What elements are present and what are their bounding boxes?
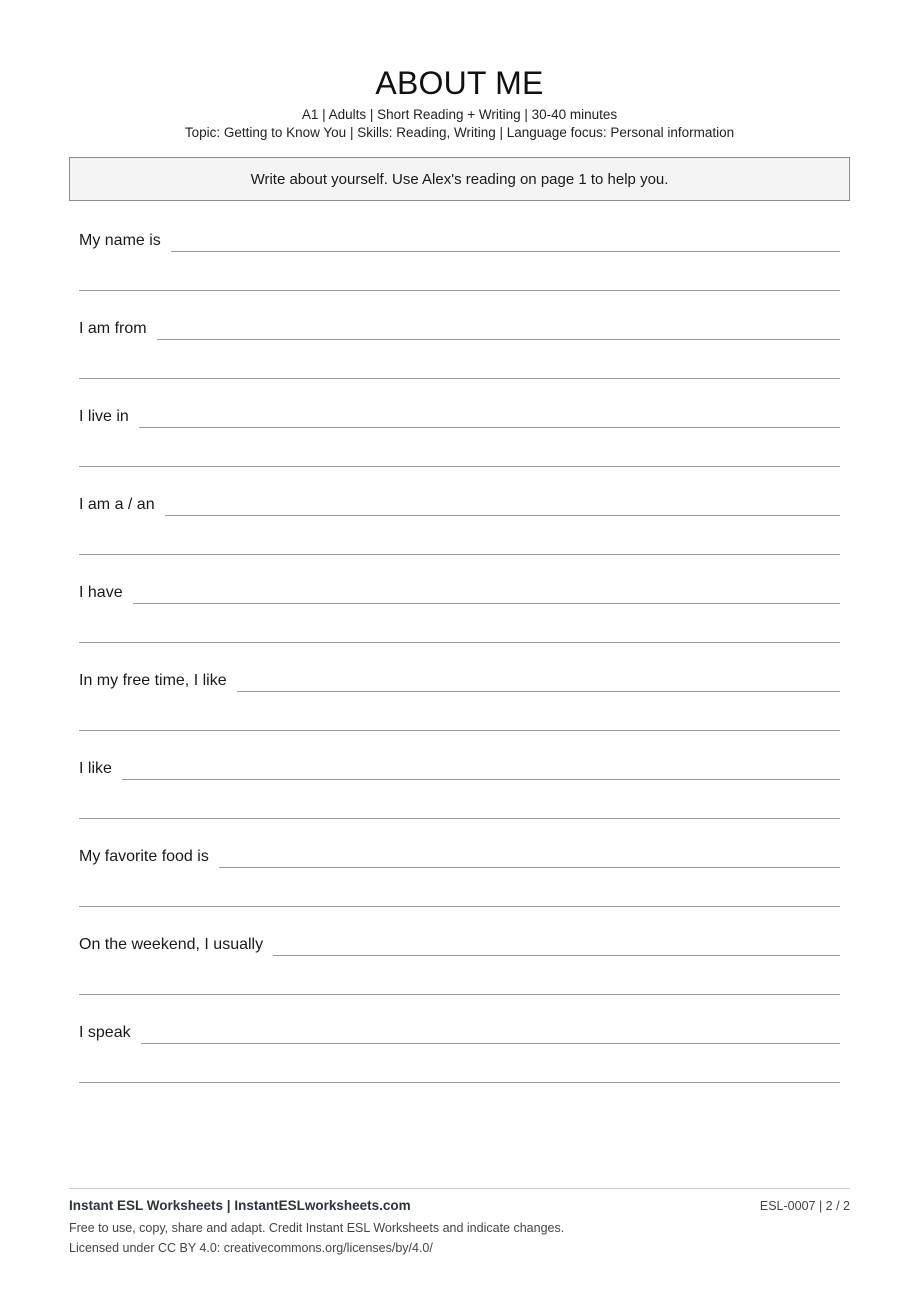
usage-note: Free to use, copy, share and adapt. Credit Instant ESL Worksheets and indicate changes.	[69, 1221, 565, 1235]
answer-line-continued[interactable]	[79, 730, 840, 731]
prompt-row-live	[79, 404, 840, 492]
prompt-label: I like	[79, 760, 112, 777]
prompt-label: I live in	[79, 408, 129, 425]
answer-line-continued[interactable]	[79, 818, 840, 819]
prompt-row-food	[79, 844, 840, 932]
license-note: Licensed under CC BY 4.0: creativecommons.org/licenses/by/4.0/	[69, 1241, 433, 1255]
footer-brand: Instant ESL Worksheets | InstantESLworksheets.com	[69, 1198, 411, 1213]
answer-line-continued[interactable]	[79, 906, 840, 907]
writing-prompts	[79, 228, 840, 1108]
answer-line[interactable]	[141, 1021, 840, 1044]
prompt-label: I am from	[79, 320, 147, 337]
prompt-row-speak	[79, 1020, 840, 1108]
prompt-row-weekend	[79, 932, 840, 1020]
answer-line-continued[interactable]	[79, 1082, 840, 1083]
prompt-label: My favorite food is	[79, 848, 209, 865]
answer-line-continued[interactable]	[79, 642, 840, 643]
page-code: ESL-0007 | 2 / 2	[759, 1199, 850, 1213]
prompt-label: My name is	[79, 232, 161, 249]
answer-line[interactable]	[237, 669, 840, 692]
prompt-row-name	[79, 228, 840, 316]
prompt-row-free-time	[79, 668, 840, 756]
answer-line-continued[interactable]	[79, 994, 840, 995]
answer-line[interactable]	[139, 405, 840, 428]
prompt-label: I am a / an	[79, 496, 155, 513]
answer-line[interactable]	[165, 493, 840, 516]
prompt-row-like	[79, 756, 840, 844]
prompt-label: I speak	[79, 1024, 131, 1041]
answer-line-continued[interactable]	[79, 554, 840, 555]
answer-line[interactable]	[219, 845, 840, 868]
answer-line-continued[interactable]	[79, 466, 840, 467]
prompt-row-from	[79, 316, 840, 404]
answer-line[interactable]	[273, 933, 840, 956]
prompt-label: I have	[79, 584, 123, 601]
answer-line-continued[interactable]	[79, 290, 840, 291]
prompt-label: In my free time, I like	[79, 672, 227, 689]
page-title: ABOUT ME	[375, 65, 544, 101]
answer-line[interactable]	[157, 317, 840, 340]
instructions-box	[69, 157, 850, 201]
answer-line[interactable]	[171, 229, 840, 252]
instructions-text: Write about yourself. Use Alex's reading on page 1 to help you.	[250, 170, 669, 188]
level-info: A1 | Adults | Short Reading + Writing | 30-40 minutes	[301, 107, 618, 122]
answer-line-continued[interactable]	[79, 378, 840, 379]
topic-info: Topic: Getting to Know You | Skills: Reading, Writing | Language focus: Personal information	[184, 125, 735, 140]
footer-divider	[69, 1188, 850, 1189]
prompt-row-job	[79, 492, 840, 580]
answer-line[interactable]	[133, 581, 840, 604]
prompt-row-have	[79, 580, 840, 668]
answer-line[interactable]	[122, 757, 840, 780]
prompt-label: On the weekend, I usually	[79, 936, 264, 953]
